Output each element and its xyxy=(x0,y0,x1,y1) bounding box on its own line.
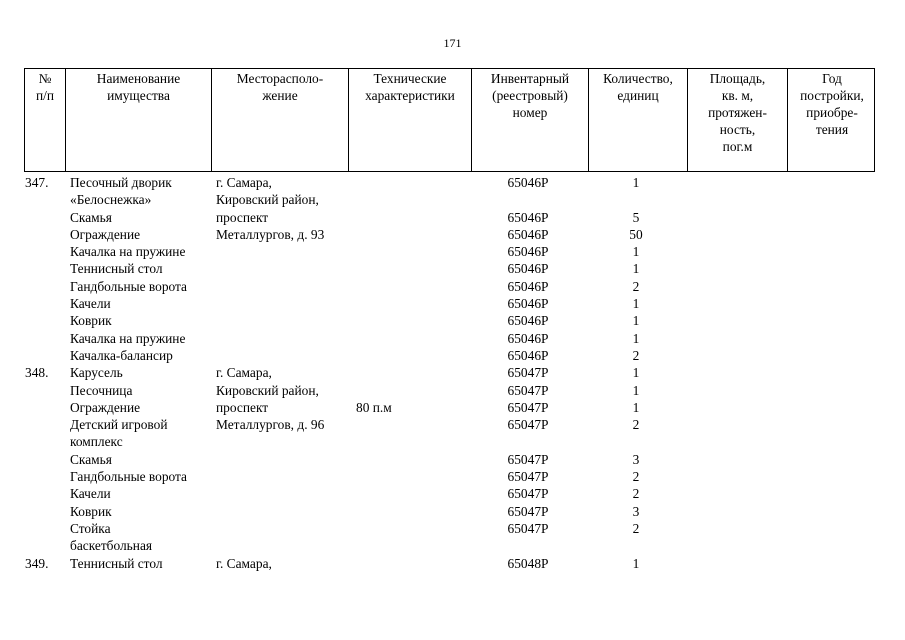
table-row xyxy=(0,503,905,520)
item-name: Качалка-балансир xyxy=(70,347,173,363)
inventory-number: 65046Р xyxy=(507,209,549,225)
inventory-number: 65047Р xyxy=(507,451,549,467)
table-row xyxy=(0,347,905,364)
inventory-number: 65046Р xyxy=(507,175,549,190)
item-name: Теннисный стол xyxy=(70,261,163,277)
quantity: 5 xyxy=(632,209,640,225)
item-name: Ограждение xyxy=(70,226,141,242)
quantity: 1 xyxy=(632,399,640,415)
inventory-number: 65046Р xyxy=(507,347,549,363)
row-number: 349. xyxy=(25,555,49,571)
quantity: 1 xyxy=(632,261,640,277)
quantity: 1 xyxy=(632,555,640,571)
table-row xyxy=(0,416,905,451)
item-name: Песочный дворик «Белоснежка» xyxy=(70,175,172,208)
quantity: 3 xyxy=(632,451,640,467)
table-row xyxy=(0,468,905,485)
inventory-number: 65048Р xyxy=(507,555,549,571)
table-row xyxy=(0,260,905,277)
item-name: Гандбольные ворота xyxy=(70,469,188,485)
inventory-number: 65046Р xyxy=(507,278,549,294)
header-num: № п/п xyxy=(35,71,55,103)
table-row xyxy=(0,364,905,381)
item-name: Стойка баскетбольная xyxy=(70,520,153,554)
item-name: Качели xyxy=(70,486,111,502)
item-name: Качалка на пружине xyxy=(70,244,186,260)
item-location: проспект xyxy=(216,399,269,415)
item-location: г. Самара, Кировский район, xyxy=(216,175,319,208)
inventory-number: 65047Р xyxy=(507,417,549,433)
item-name: Теннисный стол xyxy=(70,555,163,571)
header-tech: Технические характеристики xyxy=(348,69,471,171)
quantity: 1 xyxy=(632,313,640,329)
quantity: 1 xyxy=(632,244,640,260)
inventory-number: 65047Р xyxy=(507,469,549,485)
inventory-number: 65047Р xyxy=(507,399,549,415)
inventory-number: 65046Р xyxy=(507,226,549,242)
item-location: проспект xyxy=(216,209,269,225)
inventory-number: 65046Р xyxy=(507,330,549,346)
table-row xyxy=(0,295,905,312)
item-location: г. Самара, xyxy=(216,555,272,571)
inventory-number: 65046Р xyxy=(507,244,549,260)
item-location: Кировский район, xyxy=(216,382,319,398)
table-row xyxy=(0,209,905,226)
quantity: 1 xyxy=(632,175,640,190)
inventory-number: 65047Р xyxy=(507,503,549,519)
quantity: 2 xyxy=(632,347,640,363)
inventory-number: 65046Р xyxy=(507,313,549,329)
quantity: 3 xyxy=(632,503,640,519)
item-location: Металлургов, д. 96 xyxy=(216,417,325,433)
item-name: Качели xyxy=(70,296,111,312)
table-row xyxy=(0,278,905,295)
table-row xyxy=(0,243,905,260)
item-name: Качалка на пружине xyxy=(70,330,186,346)
table-row xyxy=(0,382,905,399)
quantity: 1 xyxy=(632,382,640,398)
inventory-number: 65047Р xyxy=(507,520,549,536)
page-number: 171 xyxy=(443,36,462,50)
inventory-number: 65047Р xyxy=(507,486,549,502)
item-name: Детский игровой комплекс xyxy=(70,417,168,450)
table-body xyxy=(0,174,905,572)
item-location: Металлургов, д. 93 xyxy=(216,226,325,242)
item-name: Ограждение xyxy=(70,399,141,415)
table-header xyxy=(24,68,875,172)
table-row xyxy=(0,555,905,572)
item-location: г. Самара, xyxy=(216,365,272,381)
item-tech: 80 п.м xyxy=(356,399,392,415)
item-name: Коврик xyxy=(70,313,112,329)
header-area: Площадь, кв. м, протяжен- ность, пог.м xyxy=(687,69,787,171)
table-row xyxy=(0,485,905,502)
quantity: 50 xyxy=(629,226,643,242)
inventory-number: 65047Р xyxy=(507,382,549,398)
quantity: 2 xyxy=(632,278,640,294)
item-name: Скамья xyxy=(70,451,112,467)
header-year: Год постройки, приобре- тения xyxy=(787,69,876,171)
table-row xyxy=(0,174,905,209)
item-name: Коврик xyxy=(70,503,112,519)
table-row xyxy=(0,399,905,416)
quantity: 2 xyxy=(632,520,640,536)
inventory-number: 65046Р xyxy=(507,261,549,277)
quantity: 2 xyxy=(632,469,640,485)
table-row xyxy=(0,520,905,555)
table-row xyxy=(0,330,905,347)
item-name: Карусель xyxy=(70,365,123,381)
row-number: 347. xyxy=(25,175,49,190)
inventory-number: 65047Р xyxy=(507,365,549,381)
quantity: 2 xyxy=(632,417,640,433)
item-name: Гандбольные ворота xyxy=(70,278,188,294)
row-number: 348. xyxy=(25,365,49,381)
quantity: 2 xyxy=(632,486,640,502)
table-row xyxy=(0,312,905,329)
quantity: 1 xyxy=(632,365,640,381)
item-name: Песочница xyxy=(70,382,133,398)
inventory-number: 65046Р xyxy=(507,296,549,312)
header-location: Месторасполо- жение xyxy=(211,69,348,171)
header-quantity: Количество, единиц xyxy=(588,69,687,171)
table-row xyxy=(0,226,905,243)
table-row xyxy=(0,451,905,468)
header-inventory: Инвентарный (реестровый) номер xyxy=(471,69,588,171)
header-name: Наименование имущества xyxy=(65,69,211,171)
quantity: 1 xyxy=(632,330,640,346)
quantity: 1 xyxy=(632,296,640,312)
item-name: Скамья xyxy=(70,209,112,225)
